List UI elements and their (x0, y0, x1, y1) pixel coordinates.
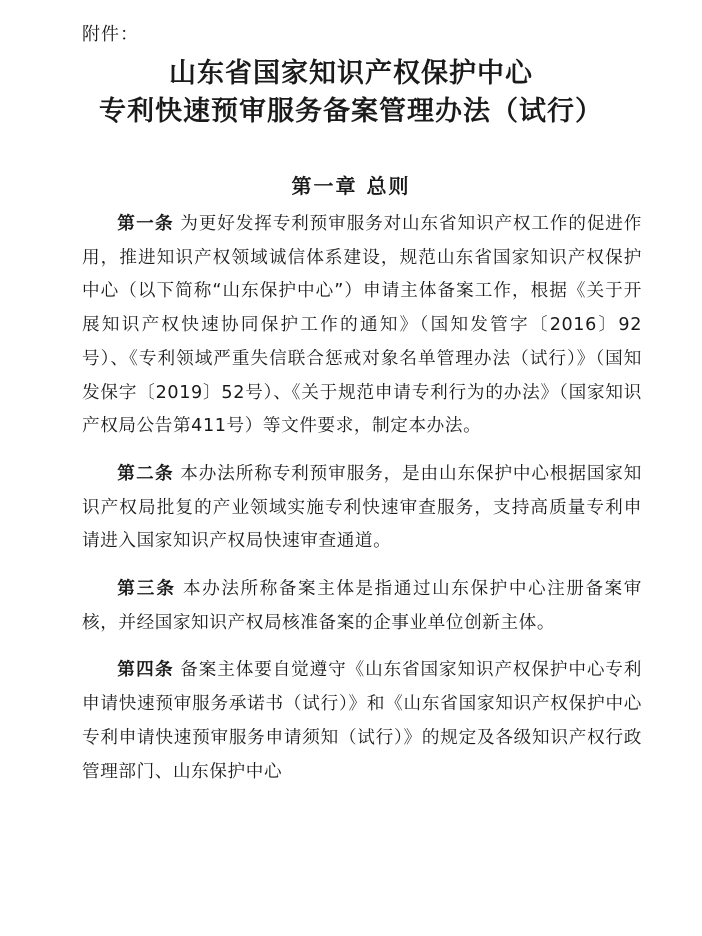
attachment-label: 附件： (82, 24, 139, 45)
article-3-label: 第三条 (117, 579, 176, 600)
chapter-heading: 第一章 总则 (291, 174, 411, 198)
article-4-text: 备案主体要自觉遵守《山东省国家知识产权保护中心专利申请快速预审服务承诺书（试行）》和《山东省国家知识产权保护中心专利申请快速预审服务申请须知（试行）》的规定及各级知识产权行政管理部门、山东保护中心 (82, 660, 642, 782)
article-1-label: 第一条 (117, 214, 174, 234)
article-2-text: 本办法所称专利预审服务，是由山东保护中心根据国家知识产权局批复的产业领域实施专利快速审查服务，支持高质量专利申请进入国家知识产权局快速审查通道。 (82, 463, 642, 552)
article-4-label: 第四条 (117, 660, 174, 681)
article-2-label: 第二条 (117, 463, 174, 484)
article-2 (82, 458, 642, 559)
article-1 (82, 208, 642, 444)
article-4 (82, 654, 642, 789)
document-body (82, 208, 642, 789)
article-1-text: 为更好发挥专利预审服务对山东省知识产权工作的促进作用，推进知识产权领域诚信体系建设，规范山东省国家知识产权保护中心（以下简称“山东保护中心”）申请主体备案工作，根据《关于开展知识产权快速协同保护工作的通知》（国知发管字〔2016〕92号）、《专利领域严重失信联合惩戒对象名单管理办法（试行）》（国知发保字〔2019〕52号）、《关于规范申请专利行为的办法》（国家知识产权局公告第411号）等文件要求，制定本办法。 (82, 214, 642, 437)
article-3-text: 本办法所称备案主体是指通过山东保护中心注册备案审核，并经国家知识产权局核准备案的企事业单位创新主体。 (82, 579, 642, 633)
article-3 (82, 573, 642, 640)
document-title-line-1: 山东省国家知识产权保护中心 (169, 58, 533, 89)
document-title-line-2: 专利快速预审服务备案管理办法（试行） (99, 96, 603, 127)
